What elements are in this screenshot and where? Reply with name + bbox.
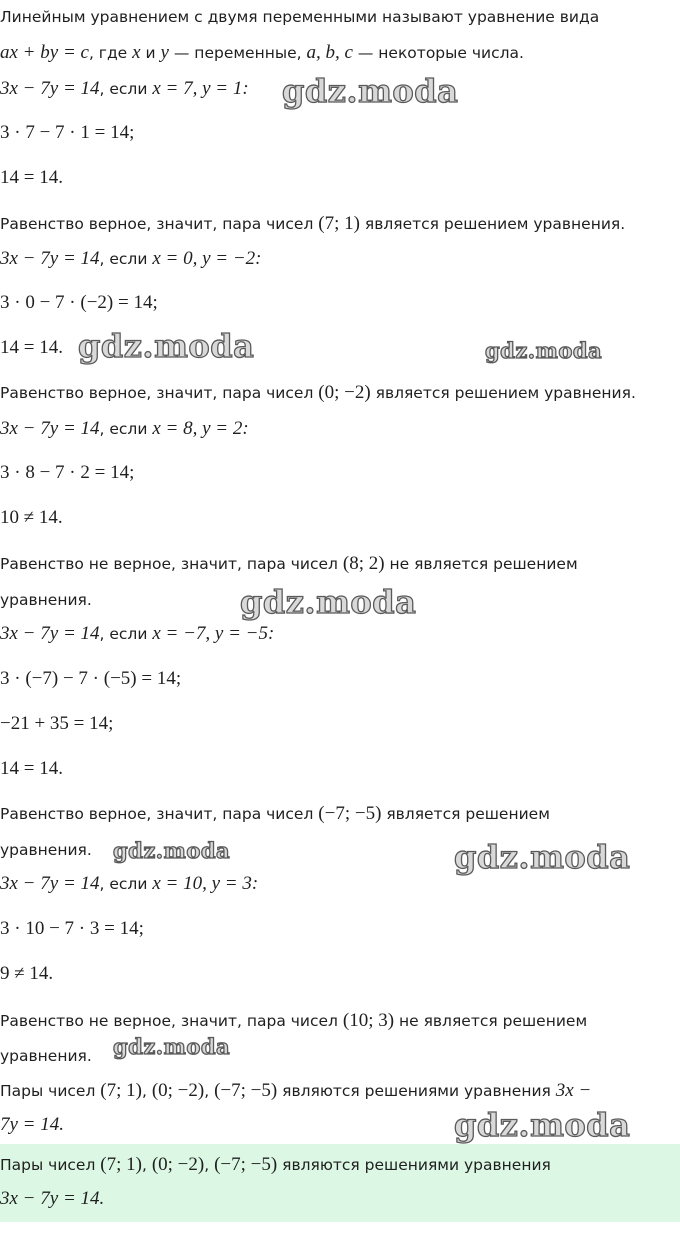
equation: 3x − 7y = 14	[0, 248, 100, 269]
general-equation: ax + by = c	[0, 42, 89, 63]
values: x = 7, y = 1:	[152, 78, 249, 99]
text-fragment: и	[140, 44, 161, 62]
equation: 3x − 7y = 14	[0, 623, 100, 644]
values: x = 8, y = 2:	[152, 418, 249, 439]
text-fragment: Пары чисел	[0, 1156, 101, 1174]
values: x = 0, y = −2:	[152, 248, 262, 269]
check-2-calc: 3 · 0 − 7 · (−2) = 14;	[0, 292, 158, 313]
text-fragment: является решением уравнения.	[359, 215, 626, 233]
equation: 3x − 7y = 14	[0, 418, 100, 439]
text-fragment: не является решением	[394, 1012, 588, 1030]
text-fragment: Равенство верное, значит, пара чисел	[0, 805, 319, 823]
check-5-result: 9 ≠ 14.	[0, 963, 54, 984]
watermark: gdz.moda	[454, 1106, 631, 1144]
pair: (−7; −5)	[214, 1154, 278, 1175]
pair: (0; −2)	[151, 1154, 205, 1175]
text-fragment: Равенство не верное, значит, пара чисел	[0, 555, 343, 573]
definition-text: Линейным уравнением с двумя переменными называют уравнение вида	[0, 8, 600, 26]
text-fragment: Равенство верное, значит, пара чисел	[0, 384, 319, 402]
answer-equation: 3x − 7y = 14.	[0, 1188, 105, 1209]
answer-box	[0, 1144, 680, 1222]
answer-line-1: Пары чисел (7; 1), (0; −2), (−7; −5) являются решениями уравнения	[0, 1154, 551, 1175]
values: x = 10, y = 3:	[152, 873, 259, 894]
check-1-calc: 3 · 7 − 7 · 1 = 14;	[0, 122, 135, 143]
check-3-conclusion	[0, 553, 578, 575]
text-fragment: , где	[88, 44, 133, 62]
check-3-result: 10 ≠ 14.	[0, 507, 63, 528]
equation: 3x − 7y = 14	[0, 873, 100, 894]
text-fragment: не является решением	[384, 555, 578, 573]
check-2-result: 14 = 14.	[0, 337, 63, 358]
var-x: x	[132, 42, 141, 63]
text-fragment: является решением уравнения.	[370, 384, 636, 402]
text-fragment: Пары чисел	[0, 1082, 101, 1100]
check-4-calc: 3 · (−7) − 7 · (−5) = 14;	[0, 668, 182, 689]
pair: (7; 1)	[318, 213, 360, 234]
check-1-equation	[0, 78, 249, 100]
var-y: y	[160, 42, 169, 63]
watermark: gdz.moda	[78, 327, 255, 365]
text-fragment: — переменные,	[168, 44, 307, 62]
values: x = −7, y = −5:	[152, 623, 275, 644]
pair: (0; −2)	[318, 382, 371, 403]
check-1-conclusion	[0, 213, 625, 235]
text-fragment: , если	[99, 875, 153, 893]
equation-part: 3x −	[555, 1080, 592, 1101]
check-2-equation	[0, 248, 262, 270]
pair: (7; 1)	[100, 1080, 142, 1101]
check-3-conclusion-tail: уравнения.	[0, 591, 92, 609]
definition-line-2	[0, 42, 524, 64]
check-1-result: 14 = 14.	[0, 167, 63, 188]
summary-line-1: Пары чисел (7; 1), (0; −2), (−7; −5) являются решениями уравнения 3x −	[0, 1080, 592, 1101]
check-5-equation	[0, 873, 258, 895]
text-fragment: являются решениями уравнения	[277, 1082, 556, 1100]
check-3-equation	[0, 418, 249, 440]
check-4-result: 14 = 14.	[0, 758, 63, 779]
watermark: gdz.moda	[113, 838, 231, 863]
summary-line-2: 7y = 14.	[0, 1114, 65, 1135]
pair: (−7; −5)	[318, 803, 382, 824]
check-5-conclusion-tail: уравнения.	[0, 1047, 92, 1065]
text-fragment: являются решениями уравнения	[277, 1156, 551, 1174]
text-fragment: Равенство верное, значит, пара чисел	[0, 215, 319, 233]
text-fragment: , если	[99, 625, 153, 643]
check-3-calc: 3 · 8 − 7 · 2 = 14;	[0, 462, 135, 483]
text-fragment: — некоторые числа.	[352, 44, 524, 62]
coefficients: a, b, c	[306, 42, 353, 63]
text-fragment: , если	[99, 250, 153, 268]
watermark: gdz.moda	[282, 72, 459, 110]
pair: (8; 2)	[342, 553, 385, 574]
check-4-equation	[0, 623, 274, 645]
pair: (10; 3)	[342, 1010, 395, 1031]
watermark: gdz.moda	[454, 838, 631, 876]
watermark: gdz.moda	[113, 1034, 231, 1059]
text-fragment: , если	[99, 420, 153, 438]
check-4-conclusion	[0, 803, 550, 825]
pair: (7; 1)	[100, 1154, 142, 1175]
check-4-sum: −21 + 35 = 14;	[0, 713, 114, 734]
watermark: gdz.moda	[240, 583, 417, 621]
check-2-conclusion	[0, 382, 636, 404]
watermark: gdz.moda	[485, 338, 603, 363]
pair: (0; −2)	[151, 1080, 205, 1101]
check-4-conclusion-tail: уравнения.	[0, 841, 92, 859]
text-fragment: является решением	[381, 805, 550, 823]
pair: (−7; −5)	[214, 1080, 278, 1101]
check-5-conclusion	[0, 1010, 587, 1032]
equation: 3x − 7y = 14	[0, 78, 100, 99]
check-5-calc: 3 · 10 − 7 · 3 = 14;	[0, 918, 144, 939]
text-fragment: Равенство не верное, значит, пара чисел	[0, 1012, 343, 1030]
text-fragment: , если	[99, 80, 153, 98]
